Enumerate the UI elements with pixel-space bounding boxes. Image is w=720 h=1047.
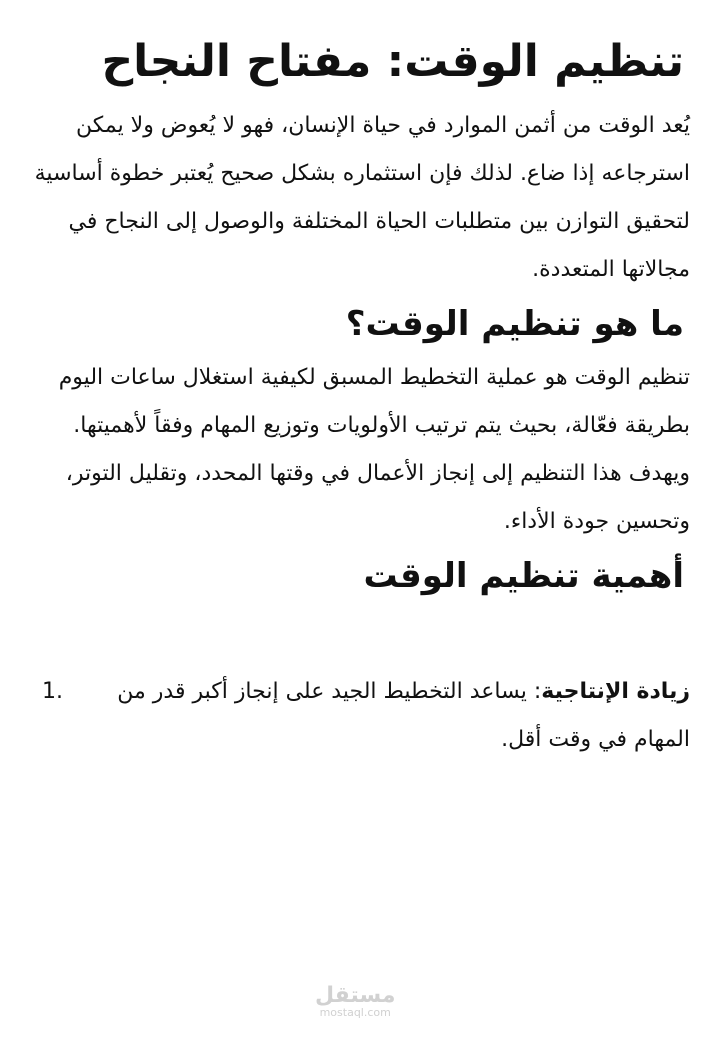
importance-list (30, 668, 690, 764)
watermark-arabic: مستقل (315, 983, 396, 1008)
section-heading-what-is: ما هو تنظيم الوقت؟ (345, 304, 684, 344)
definition-paragraph: تنظيم الوقت هو عملية التخطيط المسبق لكيفية استغلال ساعات اليوم بطريقة فعّالة، بحيث يتم ترتيب الأولويات وتوزيع المهام وفقاً لأهميتها. ويهدف هذا التنظيم إلى إنجاز الأعمال في وقتها المحدد، وتقليل التوتر، وتحسين جودة الأداء. (58, 365, 690, 534)
list-item-term: زيادة الإنتاجية (541, 679, 690, 704)
list-item-description: : يساعد التخطيط الجيد على إنجاز أكبر قدر من المهام في وقت أقل. (117, 679, 690, 752)
watermark-latin: mostaql.com (319, 1006, 391, 1019)
list-item-text (110, 668, 690, 764)
watermark-logo (315, 985, 395, 1018)
section-heading-importance: أهمية تنظيم الوقت (363, 556, 684, 596)
page-title: تنظيم الوقت: مفتاح النجاح (101, 36, 684, 87)
list-item-number: 1. (42, 679, 63, 704)
intro-paragraph: يُعد الوقت من أثمن الموارد في حياة الإنسان، فهو لا يُعوض ولا يمكن استرجاعه إذا ضاع. لذلك فإن استثماره بشكل صحيح يُعتبر خطوة أساسية لتحقيق التوازن بين متطلبات الحياة المختلفة والوصول إلى النجاح في مجالاتها المتعددة. (34, 113, 690, 282)
list-item (30, 668, 690, 764)
